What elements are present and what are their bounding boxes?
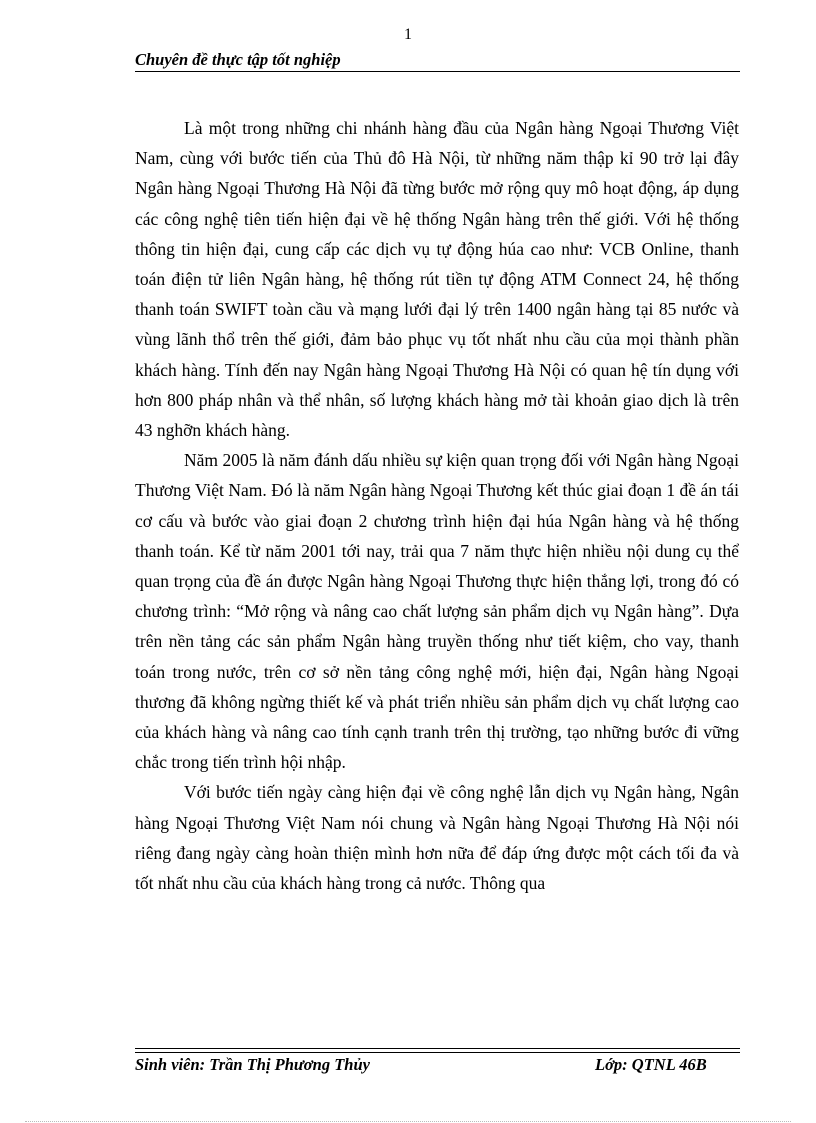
footer-class: Lớp: QTNL 46B — [595, 1055, 707, 1074]
header-title: Chuyên đề thực tập tốt nghiệp — [135, 50, 341, 69]
paragraph-1: Là một trong những chi nhánh hàng đầu của Ngân hàng Ngoại Thương Việt Nam, cùng với bước tiến của Thủ đô Hà Nội, từ những năm thập kỉ 90 trở lại đây Ngân hàng Ngoại Thương Hà Nội đã từng bước mở rộng quy mô hoạt động, áp dụng các công nghệ tiên tiến hiện đại về hệ thống Ngân hàng trên thế giới. Với hệ thống thông tin hiện đại, cung cấp các dịch vụ tự động húa cao như: VCB Online, thanh toán điện tử liên Ngân hàng, hệ thống rút tiền tự động ATM Connect 24, hệ thống thanh toán SWIFT toàn cầu và mạng lưới đại lý trên 1400 ngân hàng tại 85 nước và vùng lãnh thổ trên thế giới, đảm bảo phục vụ tốt nhất nhu cầu của mọi thành phần khách hàng. Tính đến nay Ngân hàng Ngoại Thương Hà Nội có quan hệ tín dụng với hơn 800 pháp nhân và thể nhân, số lượng khách hàng mở tài khoản giao dịch là trên 43 nghỡn khách hàng. — [135, 118, 739, 441]
paragraph-2: Năm 2005 là năm đánh dấu nhiều sự kiện quan trọng đối với Ngân hàng Ngoại Thương Việt Nam. Đó là năm Ngân hàng Ngoại Thương kết thúc giai đoạn 1 đề án tái cơ cấu và bước vào giai đoạn 2 chương trình hiện đại húa Ngân hàng và hệ thống thanh toán. Kể từ năm 2001 tới nay, trải qua 7 năm thực hiện nhiều nội dung cụ thể quan trọng của đề án được Ngân hàng Ngoại Thương thực hiện thắng lợi, trong đó có chương trình: “Mở rộng và nâng cao chất lượng sản phẩm dịch vụ Ngân hàng”. Dựa trên nền tảng các sản phẩm Ngân hàng truyền thống như tiết kiệm, cho vay, thanh toán trong nước, trên cơ sở nền tảng công nghệ mới, hiện đại, Ngân hàng Ngoại thương đã không ngừng thiết kế và phát triển nhiều sản phẩm dịch vụ chất lượng cao của khách hàng và nâng cao tính cạnh tranh trên thị trường, tạo những bước đi vững chắc trong tiến trình hội nhập. — [135, 450, 739, 773]
paragraph-3: Với bước tiến ngày càng hiện đại về công nghệ lẫn dịch vụ Ngân hàng, Ngân hàng Ngoại Thương Việt Nam nói chung và Ngân hàng Ngoại Thương Hà Nội nói riêng đang ngày càng hoàn thiện mình hơn nữa để đáp ứng được một cách tối đa và tốt nhất nhu cầu của khách hàng trong cả nước. Thông qua — [135, 782, 739, 894]
footer-divider-top — [135, 1048, 740, 1049]
page-number: 1 — [404, 26, 412, 43]
body-text — [135, 113, 739, 898]
page-bottom-edge — [25, 1121, 791, 1122]
header-divider — [135, 71, 740, 72]
footer-student-name: Sinh viên: Trần Thị Phương Thủy — [135, 1055, 370, 1074]
footer-divider-bottom — [135, 1052, 740, 1053]
